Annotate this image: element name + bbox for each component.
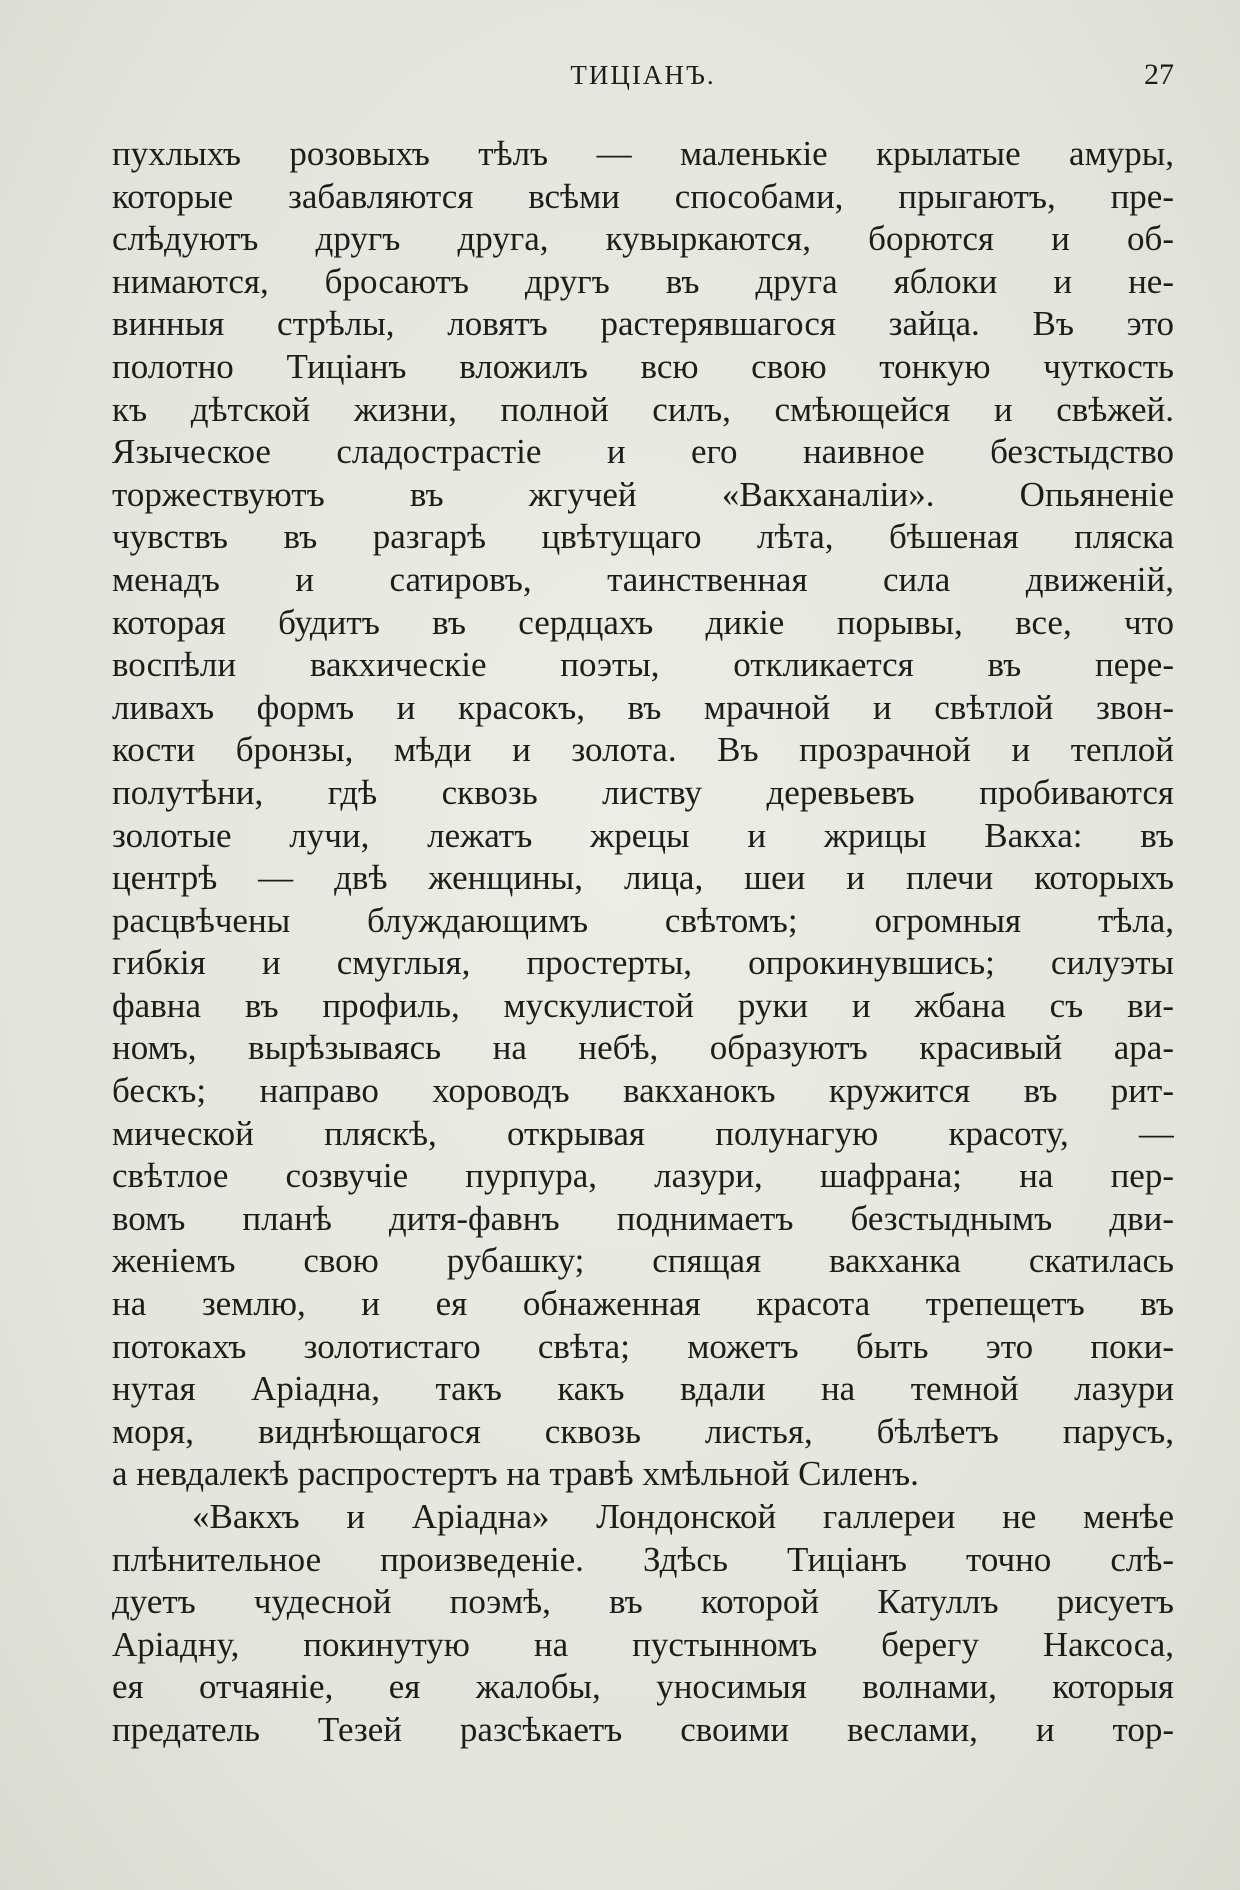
text-line: центрѣ — двѣ женщины, лица, шеи и плечи которыхъ <box>112 858 1174 898</box>
page-number: 27 <box>1144 58 1174 91</box>
text-line: золотые лучи, лежатъ жрецы и жрицы Вакха: въ <box>112 815 1174 855</box>
page-header <box>112 50 1174 100</box>
text-line: слѣдуютъ другъ друга, кувыркаются, борются и об- <box>112 219 1174 259</box>
text-line: полутѣни, гдѣ сквозь листву деревьевъ пробиваются <box>112 772 1174 812</box>
text-line: которая будитъ въ сердцахъ дикіе порывы, все, что <box>112 602 1174 642</box>
text-line: номъ, вырѣзываясь на небѣ, образуютъ красивый ара- <box>112 1028 1174 1068</box>
text-line: которые забавляются всѣми способами, прыгаютъ, пре- <box>112 176 1174 216</box>
text-line: фавна въ профиль, мускулистой руки и жбана съ ви- <box>112 985 1174 1025</box>
text-line: торжествуютъ въ жгучей «Вакханаліи». Опьяненіе <box>112 474 1174 514</box>
text-line: расцвѣчены блуждающимъ свѣтомъ; огромныя тѣла, <box>112 900 1174 940</box>
text-line: ливахъ формъ и красокъ, въ мрачной и свѣтлой звон- <box>112 687 1174 727</box>
text-line: нутая Аріадна, такъ какъ вдали на темной лазури <box>112 1369 1174 1409</box>
text-line: бескъ; направо хороводъ вакханокъ кружится въ рит- <box>112 1071 1174 1111</box>
running-title: ТИЦІАНЪ. <box>570 60 716 90</box>
text-line: а невдалекѣ распростертъ на травѣ хмѣльной Силенъ. <box>112 1454 919 1494</box>
text-line: плѣнительное произведеніе. Здѣсь Тиціанъ точно слѣ- <box>112 1539 1174 1579</box>
text-line: Языческое сладострастіе и его наивное безстыдство <box>112 432 1174 472</box>
text-line: гибкія и смуглыя, простерты, опрокинувшись; силуэты <box>112 943 1174 983</box>
text-line: пухлыхъ розовыхъ тѣлъ — маленькіе крылатые амуры, <box>112 134 1174 173</box>
text-line: моря, виднѣющагося сквозь листья, бѣлѣетъ парусъ, <box>112 1411 1174 1451</box>
text-line: дуетъ чудесной поэмѣ, въ которой Катуллъ рисуетъ <box>112 1582 1174 1622</box>
text-line: воспѣли вакхическіе поэты, откликается въ пере- <box>112 645 1174 685</box>
text-line: ея отчаяніе, ея жалобы, уносимыя волнами, которыя <box>112 1667 1174 1707</box>
text-line: свѣтлое созвучіе пурпура, лазури, шафрана; на пер- <box>112 1156 1174 1196</box>
text-line: «Вакхъ и Аріадна» Лондонской галлереи не менѣе <box>192 1497 1174 1536</box>
text-line: женіемъ свою рубашку; спящая вакханка скатилась <box>112 1241 1174 1281</box>
text-line: потокахъ золотистаго свѣта; можетъ быть это поки- <box>112 1326 1174 1366</box>
text-line: къ дѣтской жизни, полной силъ, смѣющейся и свѣжей. <box>112 389 1174 429</box>
body-text <box>112 133 1174 1752</box>
text-line: Аріадну, покинутую на пустынномъ берегу Наксоса, <box>112 1624 1174 1664</box>
text-line: на землю, и ея обнаженная красота трепещетъ въ <box>112 1284 1174 1324</box>
text-line: нимаются, бросаютъ другъ въ друга яблоки и не- <box>112 261 1174 301</box>
text-line: чувствъ въ разгарѣ цвѣтущаго лѣта, бѣшеная пляска <box>112 517 1174 557</box>
text-line: менадъ и сатировъ, таинственная сила движеній, <box>112 559 1174 599</box>
text-line: мической пляскѣ, открывая полунагую красоту, — <box>112 1113 1174 1153</box>
text-line: кости бронзы, мѣди и золота. Въ прозрачной и теплой <box>112 730 1174 770</box>
text-line: винныя стрѣлы, ловятъ растерявшагося зайца. Въ это <box>112 304 1174 344</box>
text-line: вомъ планѣ дитя-фавнъ поднимаетъ безстыднымъ дви- <box>112 1198 1174 1238</box>
text-line: полотно Тиціанъ вложилъ всю свою тонкую чуткость <box>112 346 1174 386</box>
text-line: предатель Тезей разсѣкаетъ своими веслами, и тор- <box>112 1709 1174 1749</box>
